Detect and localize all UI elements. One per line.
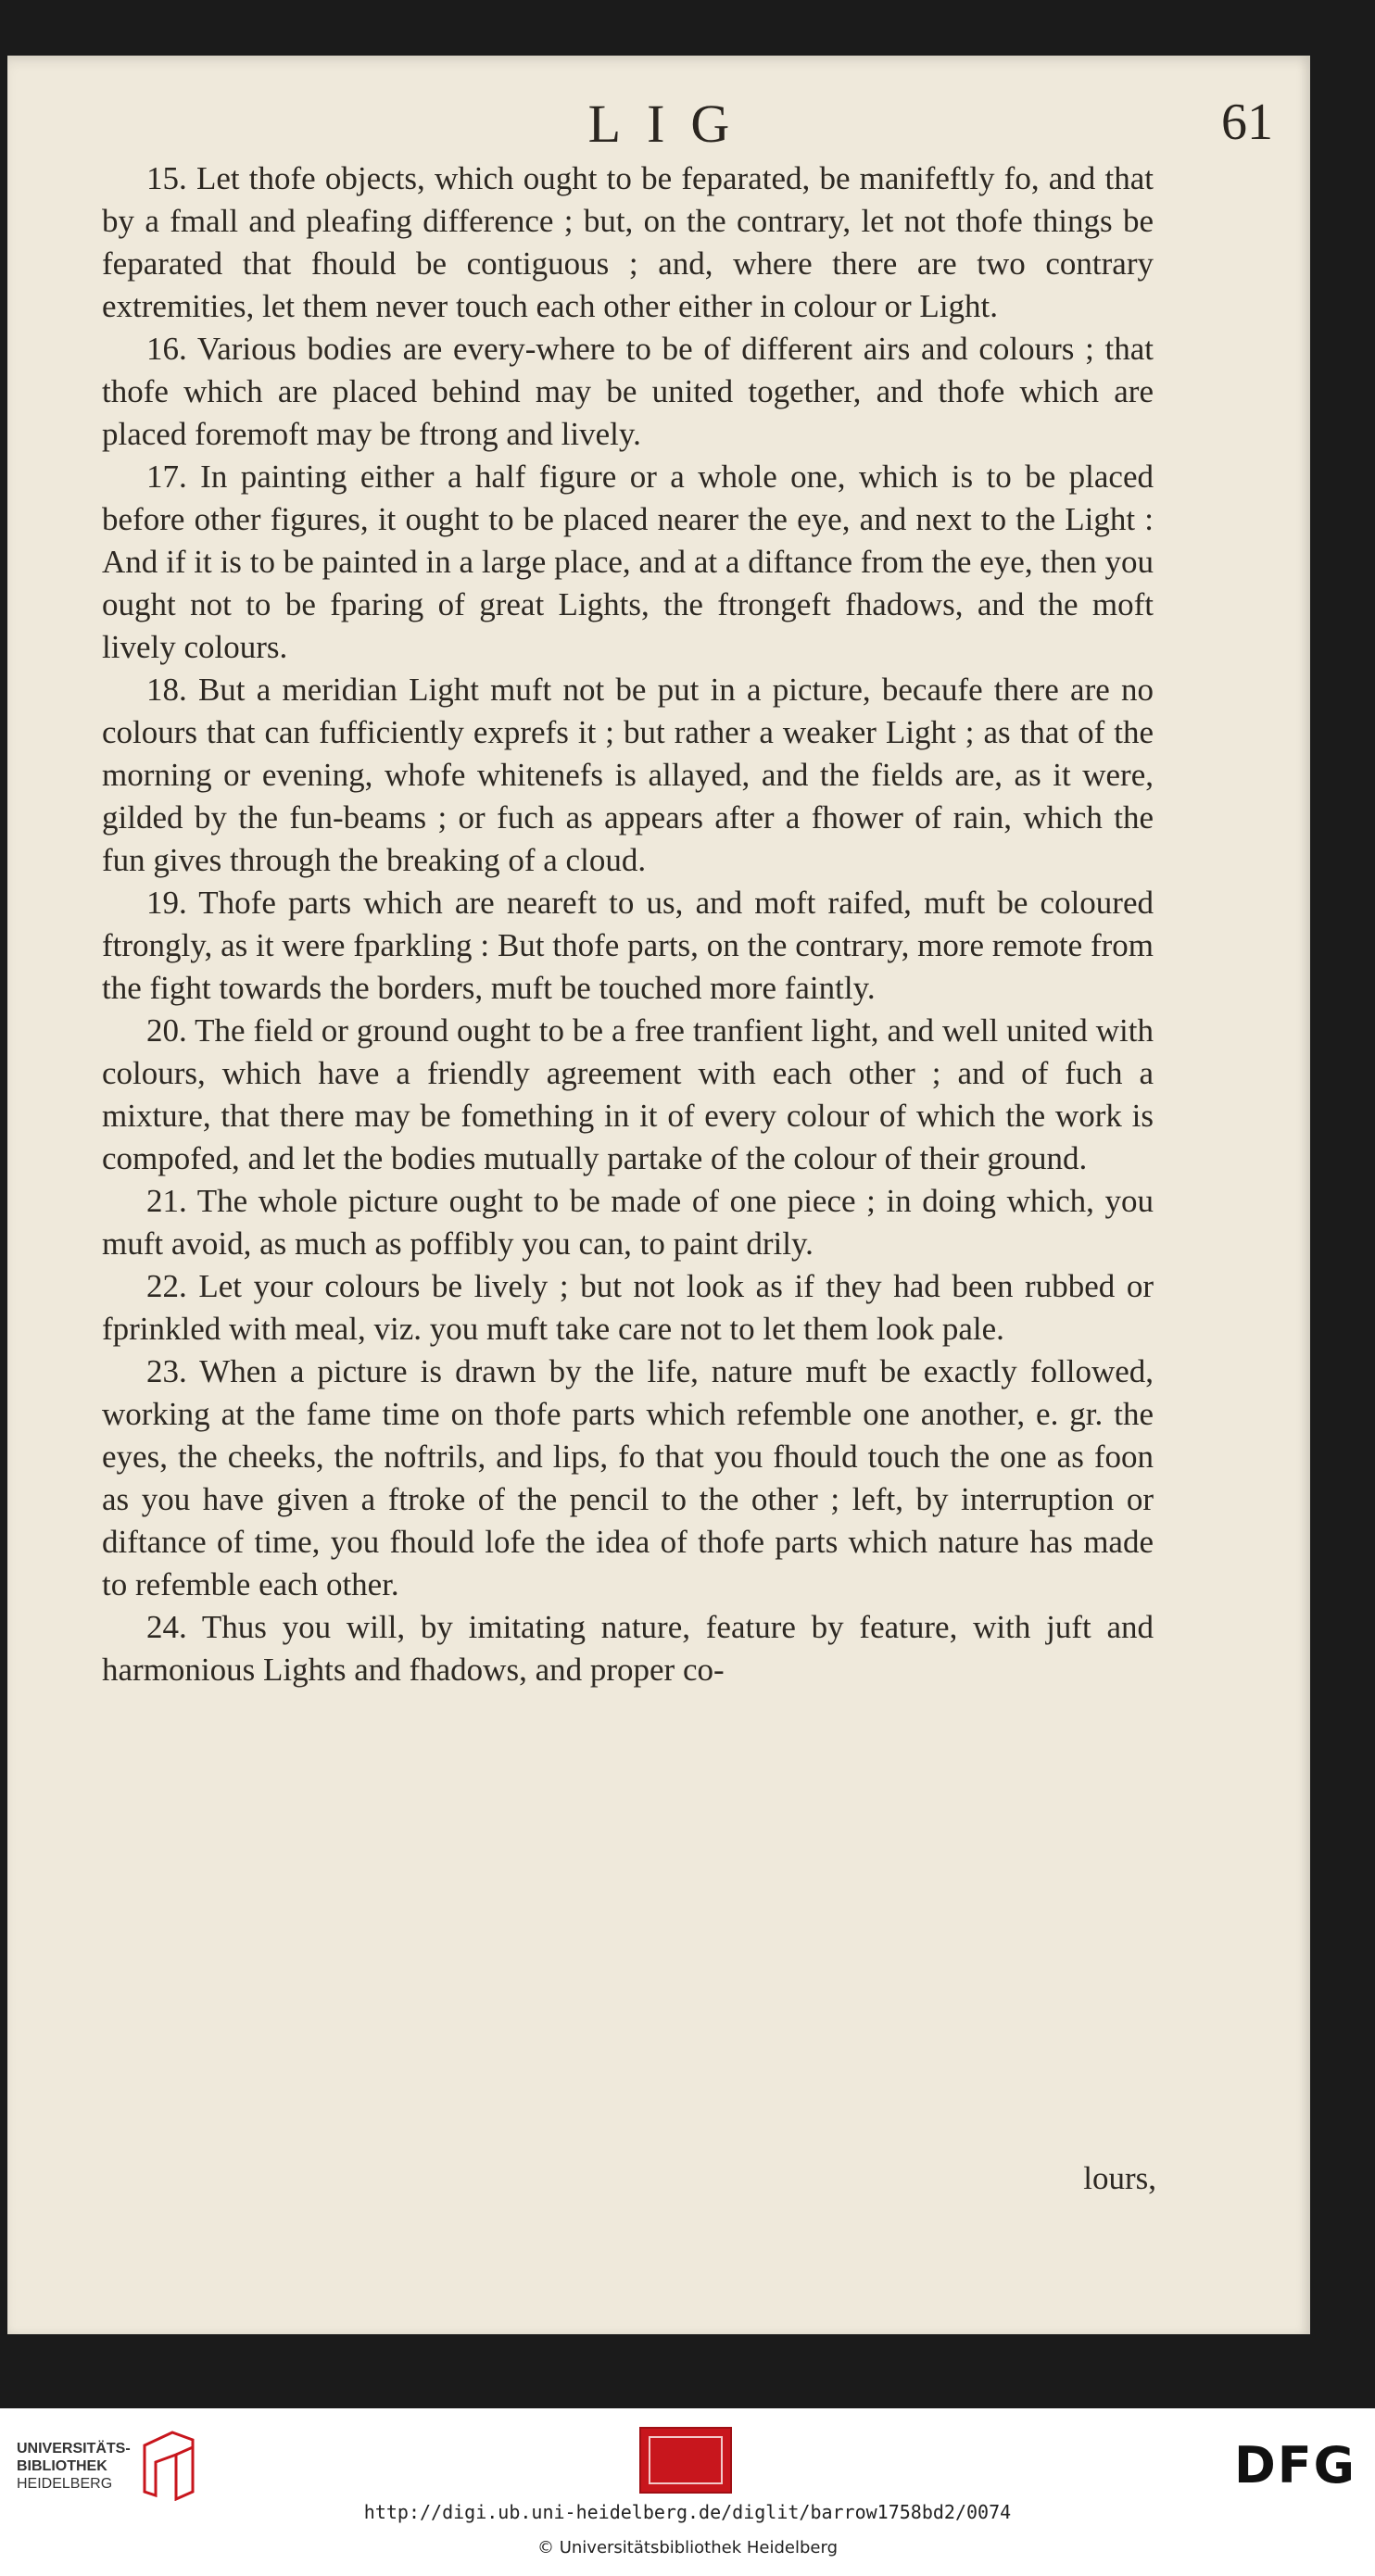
dfg-logo[interactable]: DFG <box>1233 2436 1356 2494</box>
paragraph-18: 18. But a meridian Light muft not be put in a picture, becaufe there are no colours that can fufficiently exprefs it ; but rather a weaker Light ; as that of the morning or evening, whofe whitenefs is allayed, and the fields are, as it were, gilded by the fun-beams ; or fuch as appears after a fhower of rain, which the fun gives through the breaking of a cloud. <box>102 672 1154 878</box>
university-library-name <box>17 2440 146 2493</box>
university-library-logo[interactable] <box>17 2427 202 2501</box>
book-page <box>7 56 1310 2334</box>
institution-line-3: HEIDELBERG <box>17 2476 113 2492</box>
paragraph-22: 22. Let your colours be lively ; but not look as if they had been rubbed or fprinkled with meal, viz. you muft take care not to let them look pale. <box>102 1268 1154 1347</box>
paragraph-23: 23. When a picture is drawn by the life, nature muft be exactly followed, working at the fame time on thofe parts which refemble one another, e. gr. the eyes, the cheeks, the noftrils, and lips, fo that you fhould touch the one as foon as you have given a ftroke of the pencil to the other ; left, by interruption or diftance of time, you fhould lofe the idea of thofe parts which nature has made to refemble each other. <box>102 1353 1154 1602</box>
body-text <box>102 157 1154 1691</box>
institution-line-1: UNIVERSITÄTS- <box>17 2441 131 2457</box>
paragraph-21: 21. The whole picture ought to be made of one piece ; in doing which, you muft avoid, as much as poffibly you can, to paint drily. <box>102 1183 1154 1262</box>
seal-inner-frame <box>649 2436 723 2484</box>
library-emblem-icon <box>135 2427 200 2501</box>
paragraph-20: 20. The field or ground ought to be a free tranfient light, and well united with colours, which have a friendly agreement with each other ; and of fuch a mixture, that there may be fomething in it of every colour of which the work is compofed, and let the bodies mutually partake of the colour of their ground. <box>102 1012 1154 1176</box>
permalink-url[interactable]: http://digi.ub.uni-heidelberg.de/diglit/barrow1758bd2/0074 <box>363 2501 1012 2523</box>
viewer-footer <box>0 2408 1375 2576</box>
copyright-notice: © Universitätsbibliothek Heidelberg <box>536 2538 838 2557</box>
paragraph-17: 17. In painting either a half figure or a whole one, which is to be placed before other figures, it ought to be placed nearer the eye, and next to the Light : And if it is to be painted in a large place, and at a diftance from the eye, then you ought not to be fparing of great Lights, the ftrongeft fhadows, and the moft lively colours. <box>102 459 1154 665</box>
paragraph-15: 15. Let thofe objects, which ought to be feparated, be manifeftly fo, and that by a fmall and pleafing difference ; but, on the contrary, let not thofe things be feparated that fhould be contiguous ; and, where there are two contrary extremities, let them never touch each other either in colour or Light. <box>102 160 1154 324</box>
paragraph-19: 19. Thofe parts which are neareft to us, and moft raifed, muft be coloured ftrongly, as it were fparkling : But thofe parts, on the contrary, more remote from the fight towards the borders, muft be touched more faintly. <box>102 885 1154 1006</box>
paragraph-16: 16. Various bodies are every-where to be of different airs and colours ; that thofe which are placed behind may be united together, and thofe which are placed foremoft may be ftrong and lively. <box>102 331 1154 452</box>
institution-line-2: BIBLIOTHEK <box>17 2458 107 2474</box>
page-number: 61 <box>1221 94 1273 151</box>
paragraph-24: 24. Thus you will, by imitating nature, feature by feature, with juft and harmonious Lights and fhadows, and proper co- <box>102 1609 1154 1688</box>
project-seal-logo[interactable] <box>639 2427 732 2494</box>
running-head: LIG <box>587 94 756 154</box>
catchword: lours, <box>1083 2160 1156 2196</box>
